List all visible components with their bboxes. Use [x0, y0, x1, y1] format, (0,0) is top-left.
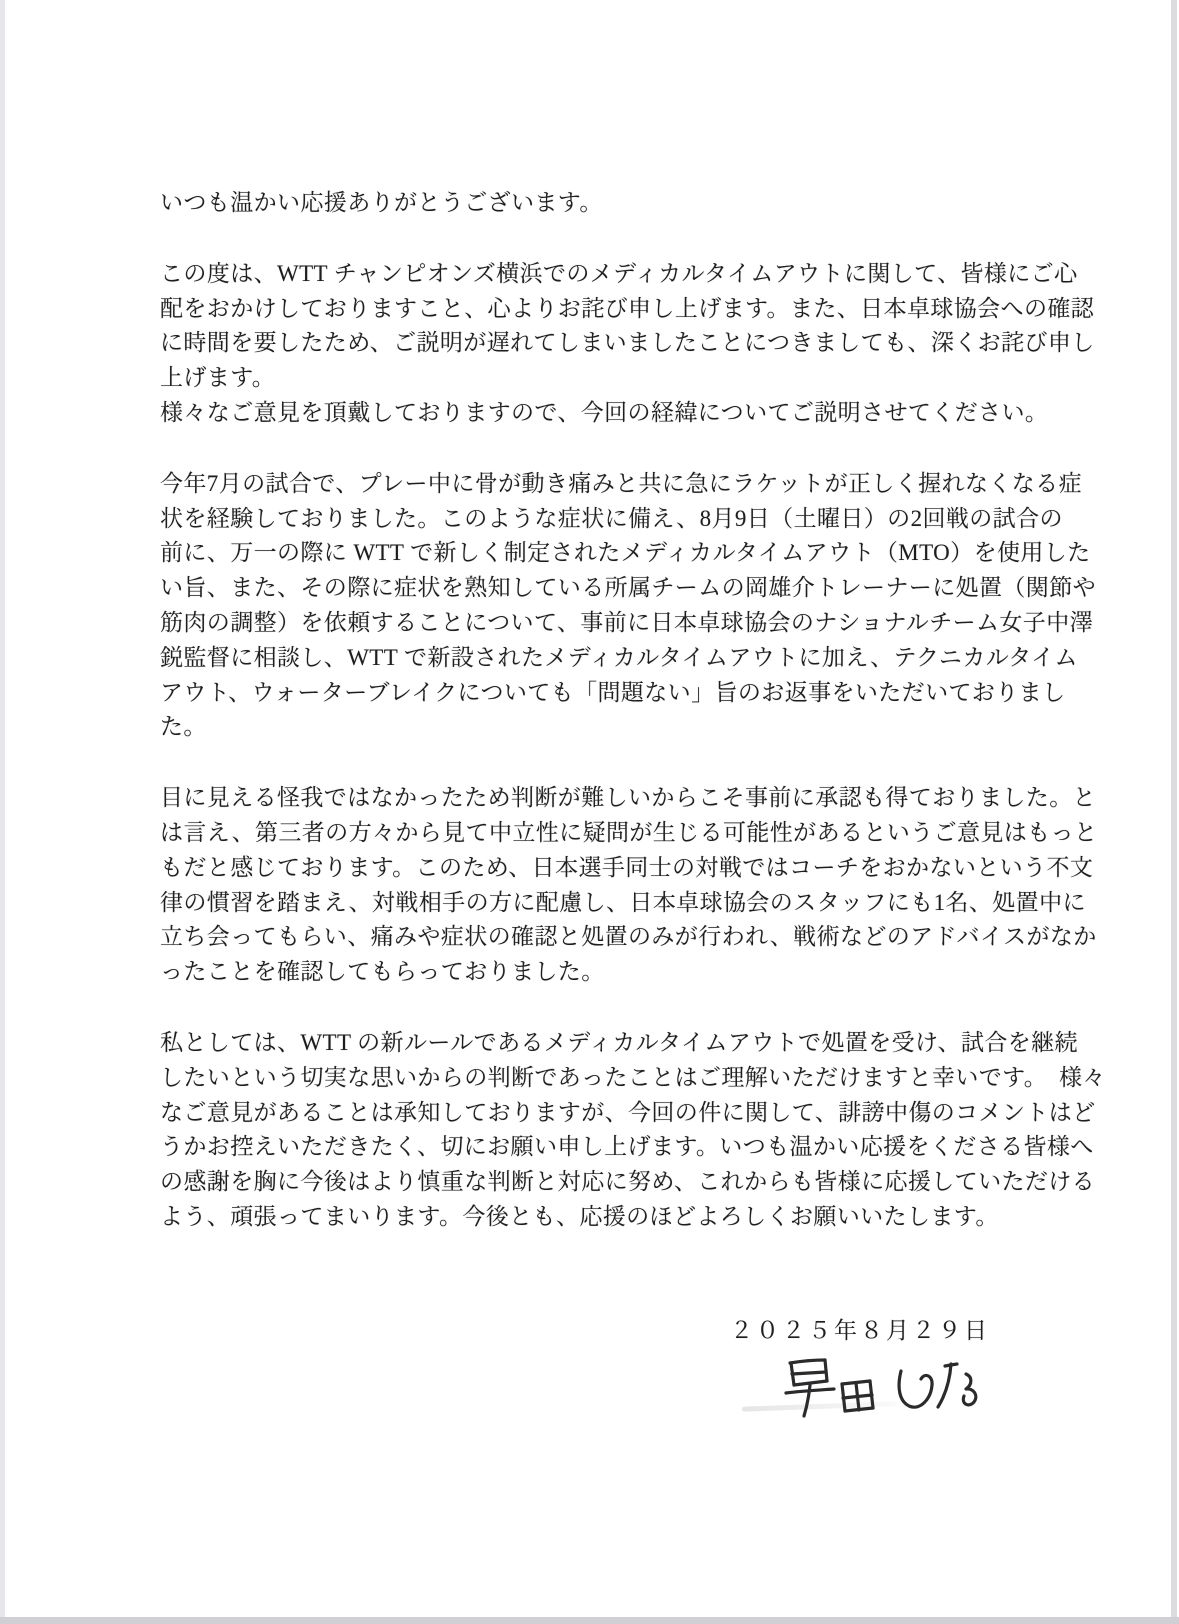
- text-line: いつも温かい応援ありがとうございます。: [160, 190, 603, 215]
- text-line: なご意見があることは承知しておりますが、今回の件に関して、誹謗中傷のコメントはど: [160, 1099, 1096, 1125]
- text-line: 筋肉の調整）を依頼することについて、事前に日本卓球協会のナショナルチーム女子中澤: [160, 609, 1094, 635]
- text-line: よう、頑張ってまいります。今後とも、応援のほどよろしくお願いいたします。: [160, 1203, 999, 1229]
- text-line: 今年7月の試合で、プレー中に骨が動き痛みと共に急にラケットが正しく握れなくなる症: [160, 470, 1082, 496]
- photo-edge-bottom: [0, 1617, 1179, 1624]
- paragraph: [160, 467, 1096, 745]
- text-line: 立ち会ってもらい、痛みや症状の確認と処置のみが行われ、戦術などのアドバイスがなか: [160, 924, 1097, 950]
- text-line: したいという切実な思いからの判断であったことはご理解いただけますと幸いです。 様々: [160, 1064, 1106, 1090]
- text-line: 鋭監督に相談し、WTT で新設されたメディカルタイムアウトに加え、テクニカルタイム: [160, 644, 1078, 670]
- text-line: うかお控えいただきたく、切にお願い申し上げます。いつも温かい応援をくださる皆様へ: [160, 1134, 1094, 1160]
- text-line: 配をおかけしておりますこと、心よりお詫び申し上げます。また、日本卓球協会への確認: [160, 295, 1095, 321]
- paragraph: [160, 1026, 1106, 1235]
- paragraph: [160, 257, 1095, 431]
- paragraph: [160, 781, 1098, 990]
- text-line: 前に、万一の際に WTT で新しく制定されたメディカルタイムアウト（MTO）を使用した: [160, 540, 1091, 566]
- text-line: 状を経験しておりました。このような症状に備え、8月9日（土曜日）の2回戦の試合の: [160, 505, 1063, 531]
- text-line: この度は、WTT チャンピオンズ横浜でのメディカルタイムアウトに関して、皆様にご心: [160, 260, 1078, 286]
- text-line: の感謝を胸に今後はより慎重な判断と対応に努め、これからも皆様に応援していただける: [160, 1169, 1096, 1195]
- photo-edge-left: [0, 0, 5, 1624]
- handwritten-signature: [740, 1330, 1000, 1450]
- text-line: 目に見える怪我ではなかったため判断が難しいからこそ事前に承認も得ておりました。と: [160, 785, 1096, 811]
- text-line: 上げます。: [160, 365, 276, 391]
- photo-edge-right: [1171, 0, 1177, 1624]
- text-line: た。: [160, 714, 207, 740]
- letter-date: ２０２５年８月２９日: [730, 1318, 990, 1343]
- signature-strokes: [740, 1330, 1000, 1450]
- paragraph: [160, 186, 1040, 221]
- text-line: アウト、ウォーターブレイクについても「問題ない」旨のお返事をいただいておりまし: [160, 679, 1066, 705]
- text-line: い旨、また、その際に症状を熟知している所属チームの岡雄介トレーナーに処置（関節や: [160, 575, 1096, 601]
- letter-body: [160, 186, 1106, 1271]
- text-line: もだと感じております。このため、日本選手同士の対戦ではコーチをおかないという不文: [160, 854, 1094, 880]
- text-line: に時間を要したため、ご説明が遅れてしまいましたことにつきましても、深くお詫び申し: [160, 330, 1095, 356]
- text-line: 律の慣習を踏まえ、対戦相手の方に配慮し、日本卓球協会のスタッフにも1名、処置中に: [160, 889, 1086, 915]
- text-line: 様々なご意見を頂戴しておりますので、今回の経緯についてご説明させてください。: [160, 399, 1049, 425]
- text-line: は言え、第三者の方々から見て中立性に疑問が生じる可能性があるというご意見はもっと: [160, 819, 1098, 845]
- text-line: 私としては、WTT の新ルールであるメディカルタイムアウトで処置を受け、試合を継続: [160, 1029, 1078, 1055]
- text-line: ったことを確認してもらっておりました。: [160, 959, 605, 985]
